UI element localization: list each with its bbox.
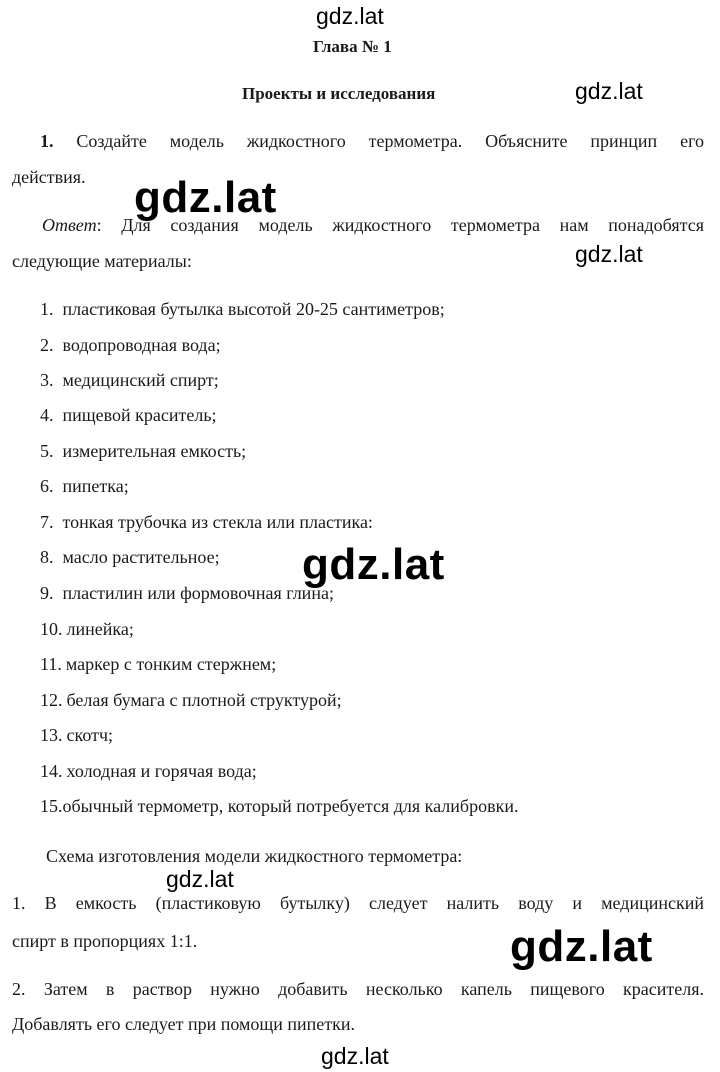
list-item xyxy=(40,655,276,673)
watermark: gdz.lat xyxy=(321,1043,389,1069)
list-item-number: 5. xyxy=(40,441,54,461)
list-item-number: 8. xyxy=(40,547,54,567)
list-item xyxy=(40,548,220,566)
task-number: 1. xyxy=(40,131,54,151)
watermark: gdz.lat xyxy=(166,866,234,892)
list-item xyxy=(40,336,221,354)
watermark: gdz.lat xyxy=(510,922,653,971)
list-item xyxy=(40,300,445,318)
scheme-title: Схема изготовления модели жидкостного термометра: xyxy=(46,846,463,866)
step-2-line-2: Добавлять его следует при помощи пипетки. xyxy=(12,1014,356,1034)
list-item-text: холодная и горячая вода; xyxy=(66,761,257,781)
watermark: gdz.lat xyxy=(316,3,384,29)
chapter-title: Глава № 1 xyxy=(313,37,392,56)
list-item xyxy=(40,584,334,602)
list-item xyxy=(40,513,373,531)
list-item-text: пипетка; xyxy=(62,476,129,496)
list-item-text: линейка; xyxy=(66,619,134,639)
list-item xyxy=(40,371,219,389)
list-item-number: 3. xyxy=(40,370,54,390)
list-item-text: медицинский спирт; xyxy=(62,370,219,390)
list-item-number: 10. xyxy=(40,619,63,639)
list-item-number: 7. xyxy=(40,512,54,532)
list-item-text: пластилин или формовочная глина; xyxy=(62,583,334,603)
answer-line-2: следующие материалы: xyxy=(12,251,192,271)
list-item-number: 13. xyxy=(40,725,63,745)
list-item xyxy=(40,620,134,638)
list-item xyxy=(40,762,257,780)
step-1-line-2: спирт в пропорциях 1:1. xyxy=(12,931,198,951)
answer-label: Ответ xyxy=(42,215,97,235)
list-item-text: обычный термометр, который потребуется для калибровки. xyxy=(62,796,519,816)
list-item-number: 2. xyxy=(40,335,54,355)
list-item-text: тонкая трубочка из стекла или пластика: xyxy=(62,512,373,532)
watermark: gdz.lat xyxy=(302,540,445,589)
list-item xyxy=(40,442,246,460)
list-item-number: 15. xyxy=(40,796,63,816)
list-item-text: пластиковая бутылка высотой 20-25 сантиметров; xyxy=(62,299,445,319)
list-item-number: 6. xyxy=(40,476,54,496)
list-item-number: 14. xyxy=(40,761,63,781)
task-line-2: действия. xyxy=(12,167,86,187)
list-item xyxy=(40,406,217,424)
list-item-text: водопроводная вода; xyxy=(62,335,221,355)
list-item-number: 4. xyxy=(40,405,54,425)
answer-text: : Для создания модель жидкостного термометра нам понадобятся xyxy=(96,215,704,235)
task-text: Создайте модель жидкостного термометра. Объясните принцип его xyxy=(76,131,705,151)
list-item-text: пищевой краситель; xyxy=(62,405,217,425)
list-item-number: 12. xyxy=(40,690,63,710)
list-item-number: 9. xyxy=(40,583,54,603)
list-item xyxy=(40,797,518,815)
watermark: gdz.lat xyxy=(134,173,277,222)
list-item xyxy=(40,477,129,495)
section-title: Проекты и исследования xyxy=(242,84,436,103)
watermark: gdz.lat xyxy=(575,241,643,267)
task-line-1 xyxy=(40,132,704,150)
list-item-text: белая бумага с плотной структурой; xyxy=(66,690,342,710)
list-item-text: измерительная емкость; xyxy=(62,441,247,461)
watermark: gdz.lat xyxy=(575,78,643,104)
step-1-line-1: 1. В емкость (пластиковую бутылку) следует налить воду и медицинский xyxy=(12,893,704,913)
list-item xyxy=(40,691,342,709)
list-item xyxy=(40,726,113,744)
list-item-number: 1. xyxy=(40,299,54,319)
step-2-line-1: 2. Затем в раствор нужно добавить несколько капель пищевого красителя. xyxy=(12,979,704,999)
list-item-text: маркер с тонким стержнем; xyxy=(65,654,277,674)
list-item-text: масло растительное; xyxy=(62,547,220,567)
list-item-text: скотч; xyxy=(66,725,114,745)
list-item-number: 11. xyxy=(40,654,62,674)
